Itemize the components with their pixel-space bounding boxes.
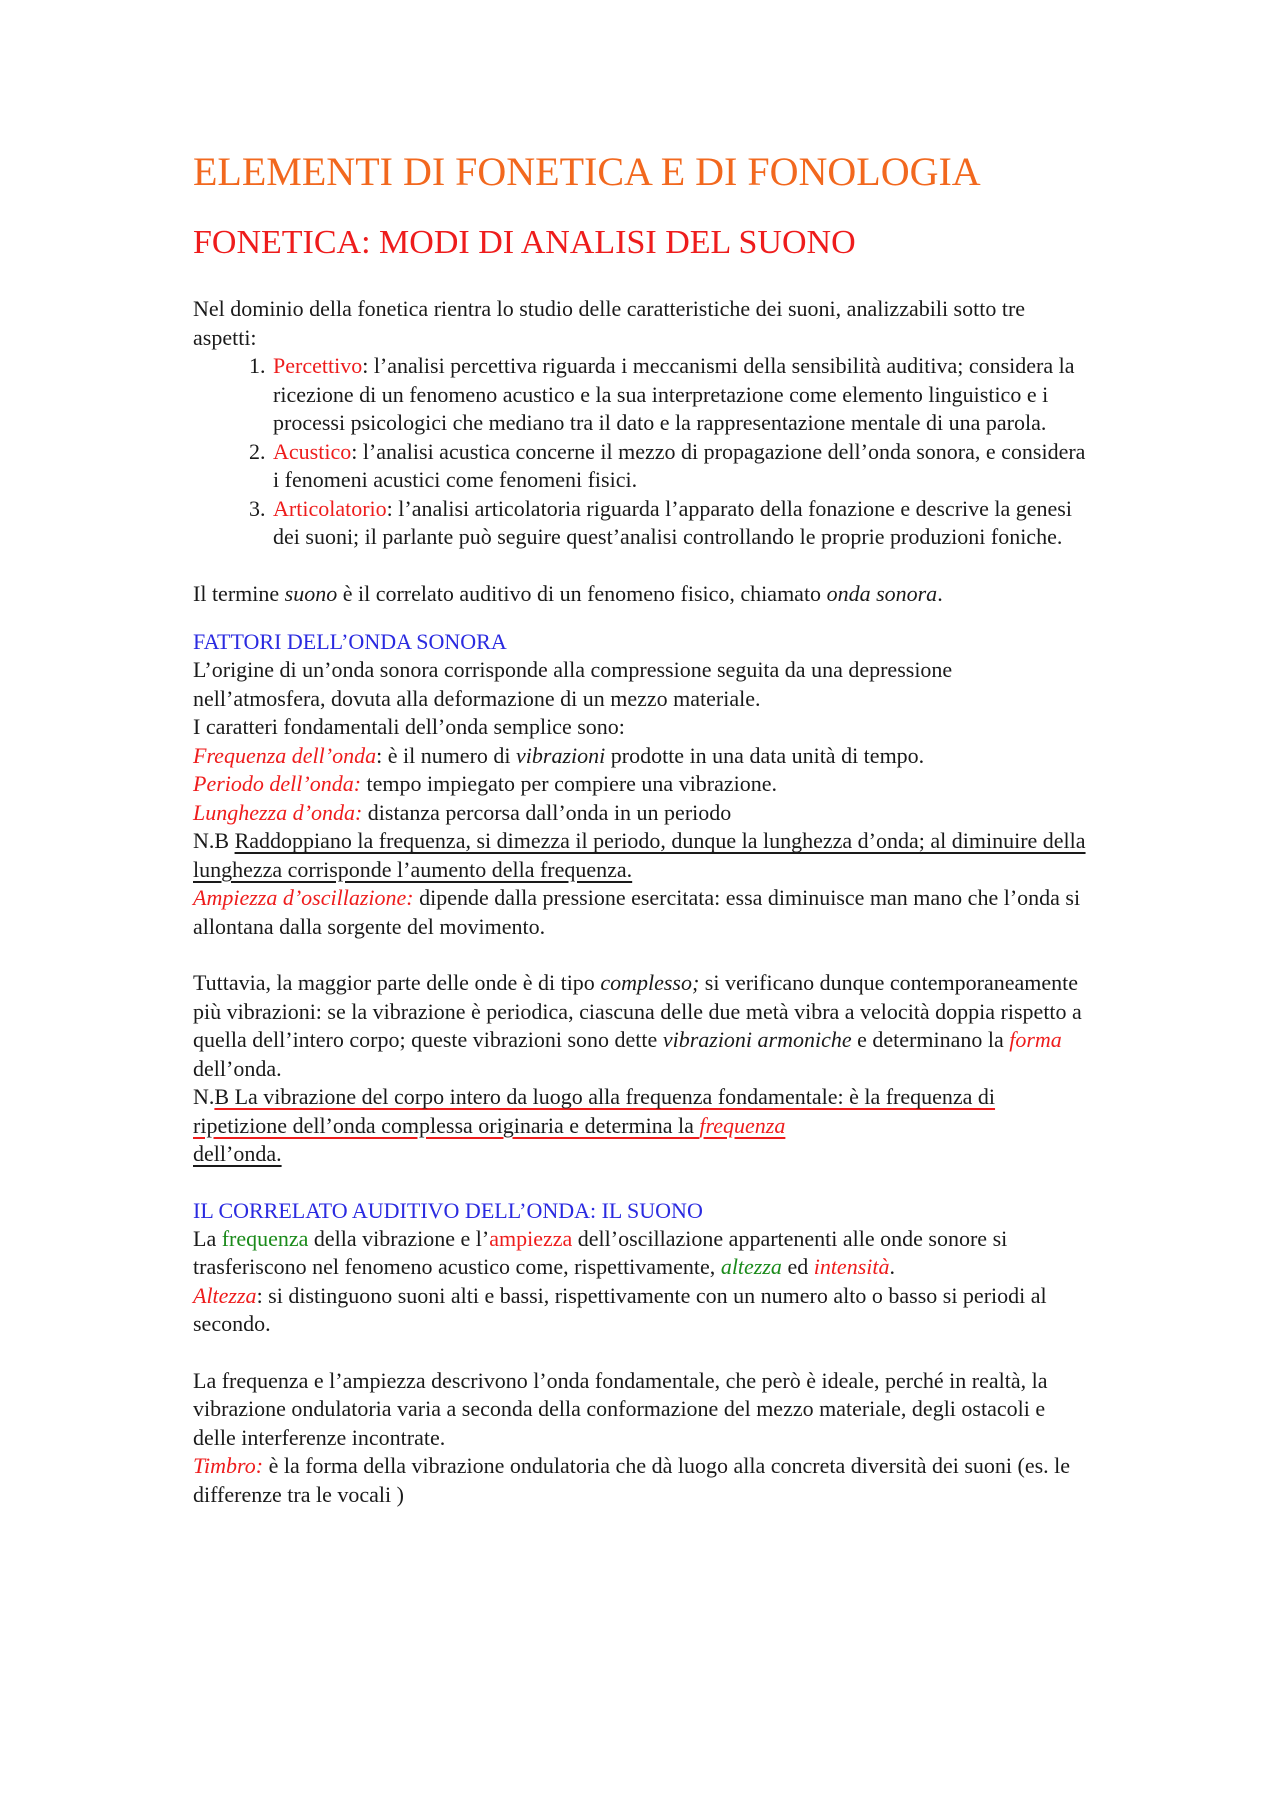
paragraph-caratteri: I caratteri fondamentali dell’onda semplice sono:	[193, 714, 625, 740]
intro-paragraph: Nel dominio della fonetica rientra lo studio delle caratteristiche dei suoni, analizzabili sotto tre aspetti:	[193, 296, 1026, 350]
list-item	[271, 352, 1090, 438]
note-nb-2: N.B La vibrazione del corpo intero da luogo alla frequenza fondamentale: è la frequenza di ripetizione dell’onda complessa originaria e determina la frequenza dell’onda.	[193, 1084, 996, 1167]
aspect-term: Percettivo	[273, 353, 363, 379]
aspect-term: Acustico	[273, 438, 352, 464]
aspects-list	[193, 352, 1090, 552]
suono-definition: Il termine suono è il correlato auditivo di un fenomeno fisico, chiamato onda sonora.	[193, 580, 943, 606]
aspect-text: : l’analisi articolatoria riguarda l’apparato della fonazione e descrive la genesi dei suoni; il parlante può seguire quest’analisi controllando le proprie produzioni foniche.	[273, 495, 1072, 550]
definition-ampiezza: Ampiezza d’oscillazione: dipende dalla pressione esercitata: essa diminuisce man mano che l’onda si allontana dalla sorgente del movimento.	[193, 885, 1081, 939]
paragraph-complesso: Tuttavia, la maggior parte delle onde è di tipo complesso; si verificano dunque contemporaneamente più vibrazioni: se la vibrazione è periodica, ciascuna delle due metà vibra a velocità doppia rispetto a quella dell’intero corpo; queste vibrazioni sono dette vibrazioni armoniche e determinano la forma dell’onda.	[193, 970, 1082, 1081]
heading-fattori-onda: FATTORI DELL’ONDA SONORA	[193, 629, 507, 655]
section-title-fonetica: FONETICA: MODI DI ANALISI DEL SUONO	[193, 224, 856, 261]
definition-timbro: Timbro: è la forma della vibrazione ondulatoria che dà luogo alla concreta diversità dei suoni (es. le differenze tra le vocali )	[193, 1453, 1071, 1507]
note-nb-1: N.B Raddoppiano la frequenza, si dimezza il periodo, dunque la lunghezza d’onda; al diminuire della lunghezza corrisponde l’aumento della frequenza.	[193, 828, 1086, 882]
definition-lunghezza: Lunghezza d’onda: distanza percorsa dall’onda in un periodo	[193, 799, 732, 825]
definition-frequenza: Frequenza dell’onda: è il numero di vibrazioni prodotte in una data unità di tempo.	[193, 742, 925, 768]
list-item	[271, 438, 1090, 495]
aspect-term: Articolatorio	[273, 495, 387, 521]
paragraph-origine: L’origine di un’onda sonora corrisponde alla compressione seguita da una depressione nell’atmosfera, dovuta alla deformazione di un mezzo materiale.	[193, 657, 953, 711]
aspect-text: : l’analisi percettiva riguarda i meccanismi della sensibilità auditiva; considera la ricezione di un fenomeno acustico e la sua interpretazione come elemento linguistico e i processi psicologici che mediano tra il dato e la rappresentazione mentale di una parola.	[273, 353, 1075, 436]
heading-correlato-auditivo: IL CORRELATO AUDITIVO DELL’ONDA: IL SUONO	[193, 1197, 703, 1223]
definition-altezza: Altezza: si distinguono suoni alti e bassi, rispettivamente con un numero alto o basso si periodi al secondo.	[193, 1282, 1047, 1337]
aspect-text: : l’analisi acustica concerne il mezzo di propagazione dell’onda sonora, e considera i fenomeni acustici come fenomeni fisici.	[273, 438, 1086, 493]
document-title: ELEMENTI DI FONETICA E DI FONOLOGIA	[193, 149, 981, 194]
list-item	[271, 495, 1090, 552]
definition-periodo: Periodo dell’onda: tempo impiegato per compiere una vibrazione.	[193, 771, 778, 797]
paragraph-frequenza-ampiezza: La frequenza della vibrazione e l’ampiezza dell’oscillazione appartenenti alle onde sonore si trasferiscono nel fenomeno acustico come, rispettivamente, altezza ed intensità.	[193, 1225, 1008, 1280]
paragraph-onda-ideale: La frequenza e l’ampiezza descrivono l’onda fondamentale, che però è ideale, perché in realtà, la vibrazione ondulatoria varia a seconda della conformazione del mezzo materiale, degli ostacoli e delle interferenze incontrate.	[193, 1367, 1048, 1450]
